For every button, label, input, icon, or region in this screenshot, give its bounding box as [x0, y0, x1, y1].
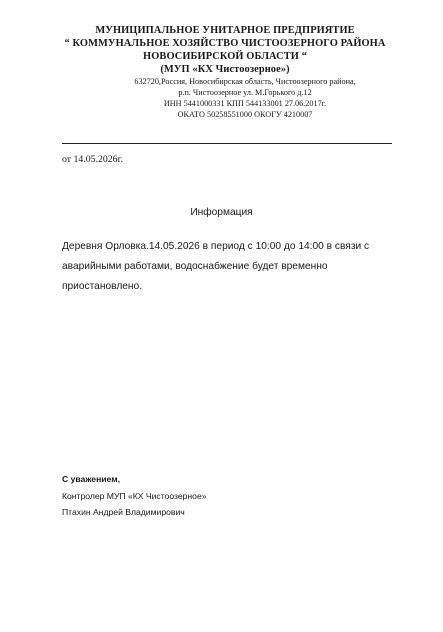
org-line-2: “ КОММУНАЛЬНОЕ ХОЗЯЙСТВО ЧИСТООЗЕРНОГО РАЙОНА — [64, 38, 386, 49]
org-line-1: МУНИЦИПАЛЬНОЕ УНИТАРНОЕ ПРЕДПРИЯТИЕ — [95, 25, 355, 36]
signature-regards: С уважением, — [62, 474, 120, 484]
letter-body: Деревня Орловка.14.05.2026 в период с 10:00 до 14:00 в связи с аварийными работами, водоснабжение будет временно приостановлено. — [62, 241, 370, 292]
org-line-3: НОВОСИБИРСКОЙ ОБЛАСТИ “ — [143, 51, 307, 62]
letterhead — [40, 24, 410, 120]
org-address-2: р.п. Чистоозерное ул. М.Горького д.12 — [178, 88, 312, 97]
header-divider — [62, 143, 392, 144]
org-short-name: (МУП «КХ Чистоозерное») — [160, 64, 290, 75]
letter-title: Информация — [190, 207, 253, 218]
org-address-1: 632720,Россия, Новосибирская область, Чистоозерного района, — [134, 77, 356, 86]
signature-position: Контролер МУП «КХ Чистоозерное» — [62, 491, 207, 501]
org-stat-codes: ОКАТО 50258551000 ОКОГУ 4210007 — [177, 110, 313, 119]
letter-date: от 14.05.2026г. — [62, 154, 123, 165]
org-tax-ids: ИНН 5441000331 КПП 544133001 27.06.2017г. — [163, 99, 327, 108]
signature-name: Птахин Андрей Владимирович — [62, 507, 185, 517]
